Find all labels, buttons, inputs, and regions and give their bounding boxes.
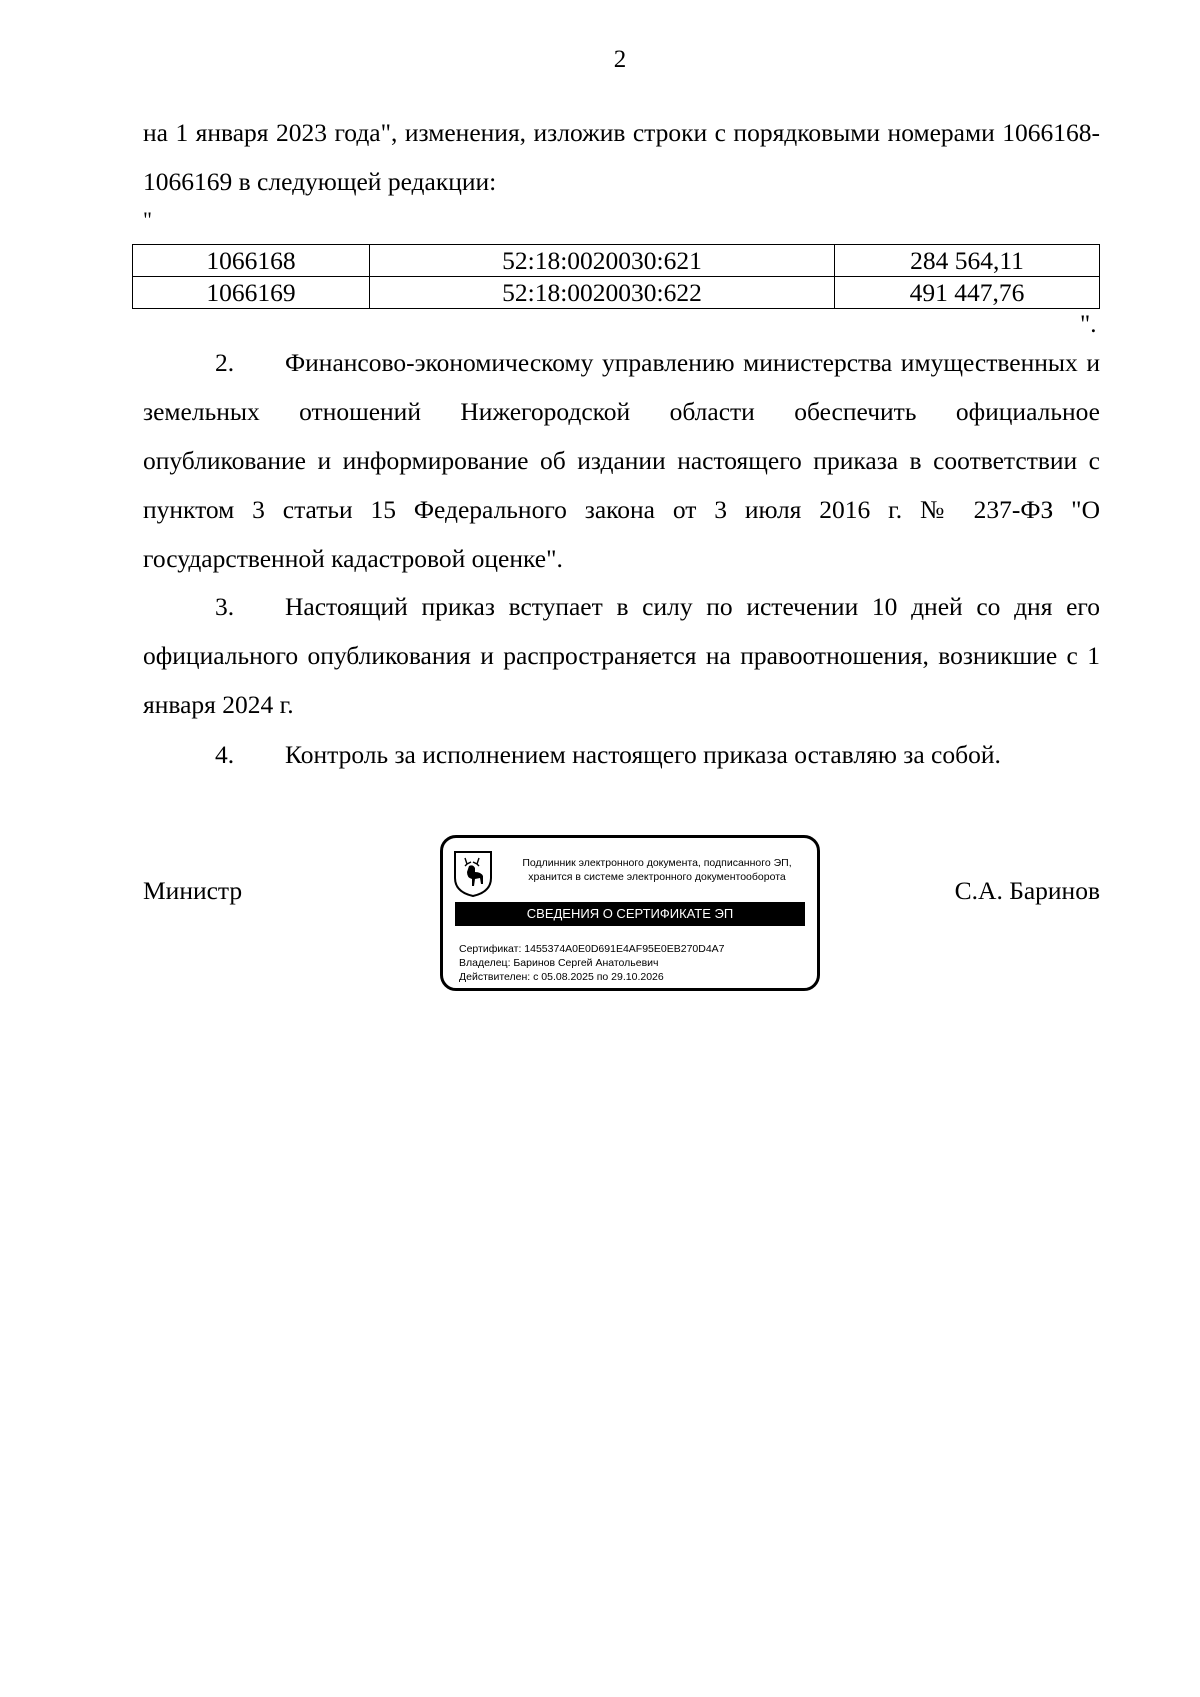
item-number: 2. (215, 348, 235, 377)
stamp-title-bar: СВЕДЕНИЯ О СЕРТИФИКАТЕ ЭП (455, 902, 805, 926)
intro-paragraph: на 1 января 2023 года", изменения, изложив строки с порядковыми номерами 1066168-1066169 в следующей редакции: (143, 118, 1100, 196)
item-paragraph (143, 582, 1100, 729)
item-text: Финансово-экономическому управлению министерства имущественных и земельных отношений Нижегородской области обеспечить официальное опубликование и информирование об издании настоящего приказа в соответствии с пунктом 3 статьи 15 Федерального закона от 3 июля 2016 г. № 237-ФЗ "О государственной кадастровой оценке". (143, 348, 1100, 573)
signature-title: Министр (143, 876, 243, 905)
item-number: 4. (215, 740, 235, 769)
table-cell-number: 1066168 (133, 245, 370, 277)
signature-name: С.А. Баринов (954, 876, 1100, 905)
stamp-details (459, 942, 809, 984)
item-paragraph (143, 338, 1100, 583)
table-cell-number: 1066169 (133, 277, 370, 309)
page-number: 2 (613, 46, 627, 73)
item-text: Контроль за исполнением настоящего приказа оставляю за собой. (285, 740, 1001, 769)
table-cell-cadastral: 52:18:0020030:621 (370, 245, 835, 277)
table-cell-cadastral: 52:18:0020030:622 (370, 277, 835, 309)
stamp-owner: Владелец: Баринов Сергей Анатольевич (459, 957, 659, 969)
stamp-certificate: Сертификат: 1455374A0E0D691E4AF95E0EB270D4A7 (459, 943, 725, 955)
item-number: 3. (215, 592, 235, 621)
quote-open: " (143, 207, 152, 232)
item-text: Настоящий приказ вступает в силу по истечении 10 дней со дня его официального опубликования и распространяется на правоотношения, возникшие с 1 января 2024 г. (143, 592, 1100, 719)
table-cell-value: 284 564,11 (835, 245, 1100, 277)
quote-close: ". (1080, 311, 1097, 338)
table-row (133, 245, 1100, 277)
item-paragraph (143, 730, 1100, 779)
table-cell-value: 491 447,76 (835, 277, 1100, 309)
table-row (133, 277, 1100, 309)
stamp-header (507, 856, 807, 884)
electronic-signature-stamp (440, 835, 820, 991)
deer-coat-of-arms-icon (453, 850, 493, 898)
data-table (132, 244, 1100, 309)
stamp-header-line: Подлинник электронного документа, подписанного ЭП, (522, 857, 792, 869)
stamp-validity: Действителен: с 05.08.2025 по 29.10.2026 (459, 971, 664, 983)
stamp-header-line: хранится в системе электронного документооборота (528, 871, 786, 883)
